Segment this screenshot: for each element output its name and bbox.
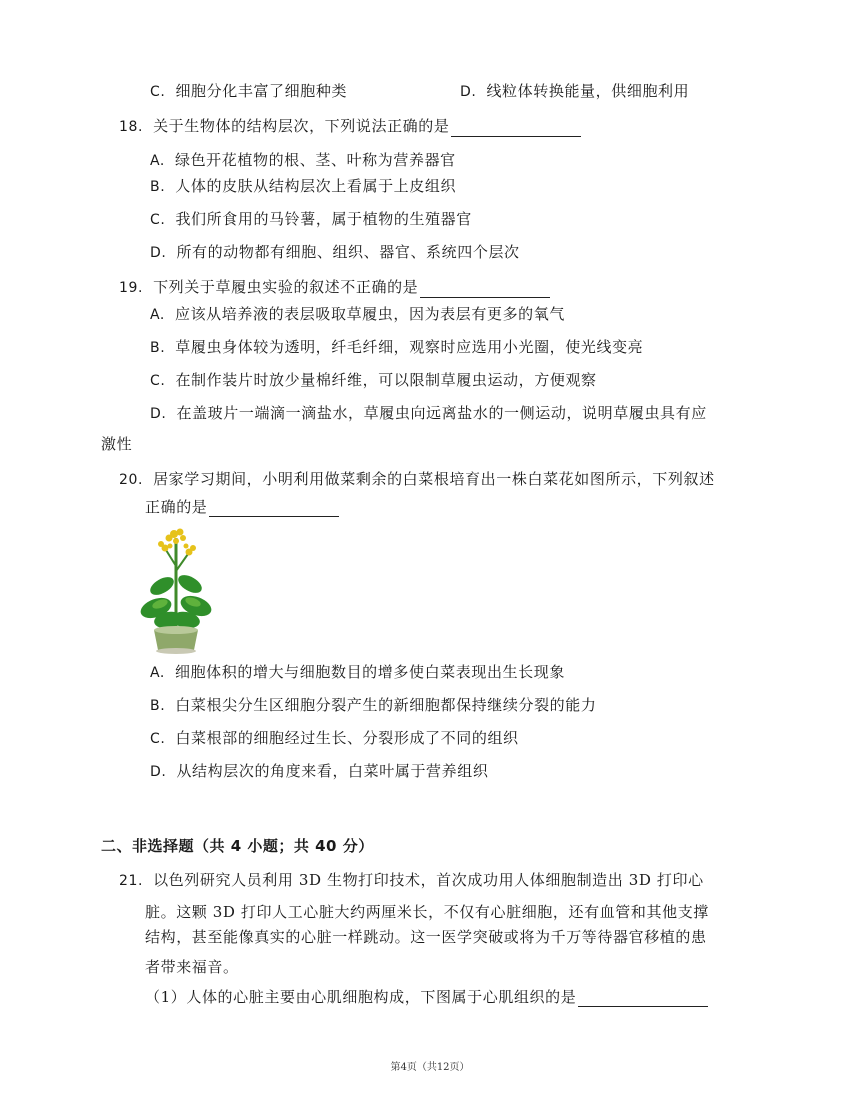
option-text: 我们所食用的马铃薯，属于植物的生殖器官 — [175, 210, 472, 228]
answer-blank — [420, 279, 550, 298]
q18-option-b — [150, 176, 456, 197]
question-text: 下列关于草履虫实验的叙述不正确的是 — [153, 278, 419, 296]
option-text: 从结构层次的角度来看，白菜叶属于营养组织 — [176, 762, 489, 780]
q20-stem-line2 — [145, 497, 339, 517]
q21-text-line4: 者带来福音。 — [145, 958, 239, 976]
q18-stem — [119, 116, 581, 137]
question-number: 21. — [119, 873, 144, 889]
option-text: 细胞体积的增大与细胞数目的增多使白菜表现出生长现象 — [174, 663, 565, 681]
option-text: 白菜根部的细胞经过生长、分裂形成了不同的组织 — [175, 729, 519, 747]
q17-option-c — [150, 81, 347, 102]
section-title: 二、非选择题（共 4 小题；共 40 分） — [101, 837, 374, 855]
option-text: 草履虫身体较为透明，纤毛纤细，观察时应选用小光圈，使光线变亮 — [175, 338, 644, 356]
option-label: C. — [150, 731, 166, 747]
q18-option-d — [150, 242, 520, 263]
page-footer: 第4页（共12页） — [390, 1062, 470, 1073]
q21-text-line3: 结构，甚至能像真实的心脏一样跳动。这一医学突破或将为千万等待器官移植的患 — [145, 928, 707, 946]
option-label: C. — [150, 373, 166, 389]
q20-option-b — [150, 695, 596, 716]
option-label: D. — [150, 245, 167, 261]
option-label: B. — [150, 698, 166, 714]
q20-option-c — [150, 728, 519, 749]
option-text: 绿色开花植物的根、茎、叶称为营养器官 — [174, 151, 456, 169]
q19-option-d — [150, 403, 707, 424]
q20-option-d — [150, 761, 488, 782]
question-text: 居家学习期间，小明利用做菜剩余的白菜根培育出一株白菜花如图所示，下列叙述 — [153, 470, 715, 488]
answer-blank — [209, 498, 339, 517]
question-text: 以色列研究人员利用 3D 生物打印技术，首次成功用人体细胞制造出 3D 打印心 — [153, 871, 704, 889]
q19-option-c — [150, 370, 597, 391]
question-text: （1）人体的心脏主要由心肌细胞构成，下图属于心肌组织的是 — [145, 988, 577, 1006]
q19-option-b — [150, 337, 643, 358]
question-number: 19. — [119, 280, 144, 296]
option-text: 应该从培养液的表层吸取草履虫，因为表层有更多的氧气 — [174, 305, 565, 323]
question-number: 18. — [119, 119, 144, 135]
option-label: D. — [150, 764, 167, 780]
option-text: 所有的动物都有细胞、组织、器官、系统四个层次 — [176, 243, 520, 261]
q18-option-c — [150, 209, 472, 230]
q20-option-a — [150, 662, 565, 683]
option-text: 线粒体转换能量，供细胞利用 — [486, 82, 690, 100]
cabbage-flower-plant-image — [138, 526, 214, 656]
q21-text-line1 — [119, 870, 704, 891]
question-text: 关于生物体的结构层次，下列说法正确的是 — [153, 117, 450, 135]
q20-stem-line1 — [119, 469, 715, 490]
option-text: 人体的皮肤从结构层次上看属于上皮组织 — [175, 177, 457, 195]
q19-stem — [119, 277, 550, 298]
q19-option-d-continuation: 激性 — [101, 435, 133, 453]
q18-option-a — [150, 150, 456, 171]
option-label: C. — [150, 212, 166, 228]
option-text: 在制作装片时放少量棉纤维，可以限制草履虫运动，方便观察 — [175, 371, 597, 389]
option-label: B. — [150, 340, 166, 356]
q21-text-line2: 脏。这颗 3D 打印人工心脏大约两厘米长，不仅有心脏细胞，还有血管和其他支撑 — [145, 903, 709, 921]
option-label: A. — [150, 307, 165, 323]
option-label: A. — [150, 665, 165, 681]
option-label: B. — [150, 179, 166, 195]
option-text: 细胞分化丰富了细胞种类 — [175, 82, 348, 100]
q21-subquestion-1 — [145, 987, 708, 1007]
option-label: D. — [150, 406, 167, 422]
option-text: 白菜根尖分生区细胞分裂产生的新细胞都保持继续分裂的能力 — [175, 696, 597, 714]
q17-option-d — [460, 81, 689, 102]
question-text: 正确的是 — [145, 498, 208, 516]
option-label: A. — [150, 153, 165, 169]
question-number: 20. — [119, 472, 144, 488]
option-label: D. — [460, 84, 477, 100]
answer-blank — [578, 988, 708, 1007]
option-text: 在盖玻片一端滴一滴盐水，草履虫向远离盐水的一侧运动，说明草履虫具有应 — [176, 404, 707, 422]
answer-blank — [451, 118, 581, 137]
q19-option-a — [150, 304, 565, 325]
option-label: C. — [150, 84, 166, 100]
